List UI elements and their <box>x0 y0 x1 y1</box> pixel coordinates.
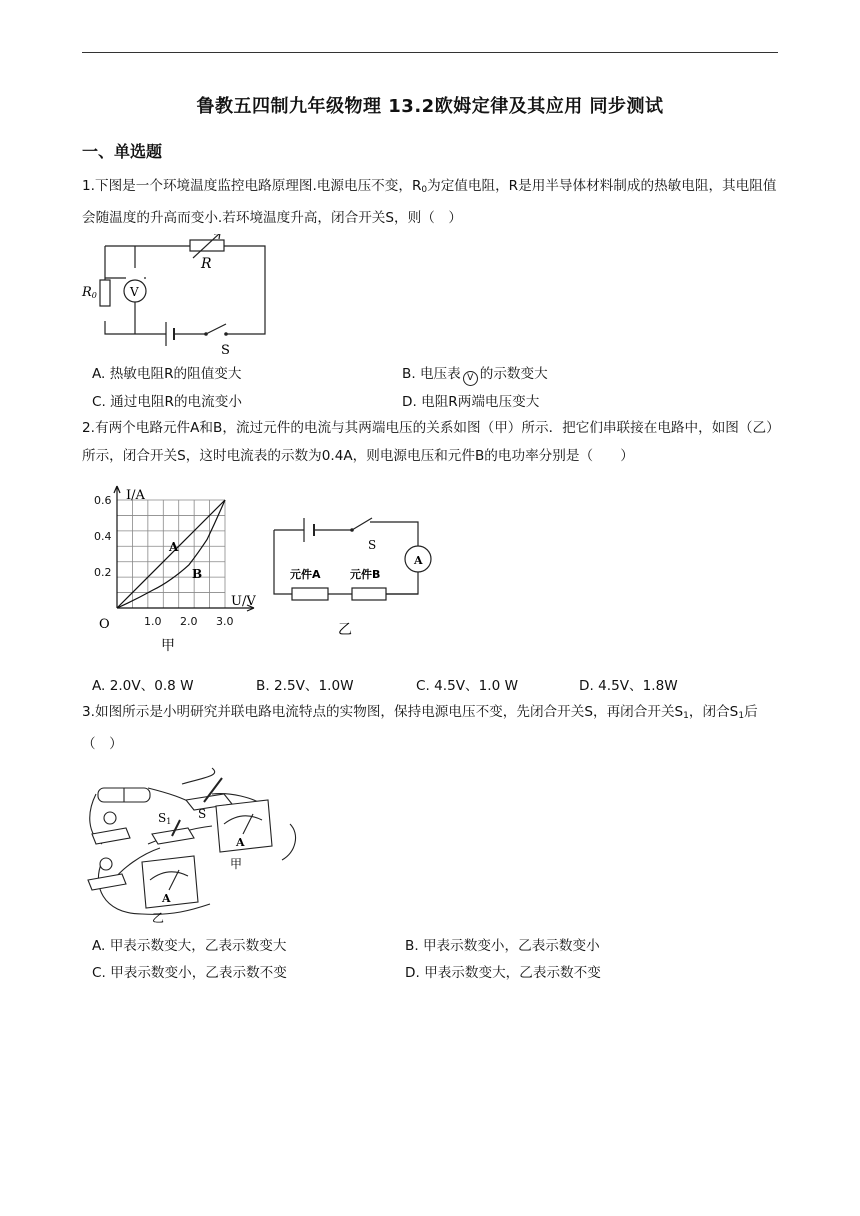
switch-s-label: S <box>368 538 377 552</box>
q2-option-c[interactable]: C. 4.5V、1.0 W <box>416 678 519 694</box>
question-1-text-b: 为定值电阻，R是用半导体材料制成的热敏电阻，其电阻值会随温度的升高而变小.若环境温度升高，闭合开关S，则（ ） <box>82 178 777 226</box>
question-3-text-b: ，闭合S <box>688 704 739 720</box>
switch-blade <box>352 518 372 530</box>
parallel-circuit-photo-diagram <box>82 764 302 926</box>
curve-a-label: A <box>169 540 179 554</box>
graph-caption-jia: 甲 <box>161 638 175 654</box>
question-3-text-a: 3.如图所示是小明研究并联电路电流特点的实物图，保持电源电压不变，先闭合开关S，再闭合开关S <box>82 704 684 720</box>
thermistor-r-label: R <box>201 256 212 272</box>
s1-subscript: 1 <box>738 711 745 721</box>
circuit-caption-yi: 乙 <box>338 622 352 638</box>
page-title: 鲁教五四制九年级物理 13.2欧姆定律及其应用 同步测试 <box>196 96 664 117</box>
ammeter-label: A <box>414 554 423 567</box>
q3-option-c[interactable]: C. 甲表示数变小，乙表示数不变 <box>92 965 287 981</box>
question-1-text-a: 1.下图是一个环境温度监控电路原理图.电源电压不变，R <box>82 178 422 194</box>
section-heading: 一、单选题 <box>82 142 163 161</box>
ammeter-yi-label: A <box>162 892 171 905</box>
bulb-2 <box>100 858 112 870</box>
s1-subscript: 1 <box>683 711 689 721</box>
question-3-stem <box>82 698 782 758</box>
q3-option-d[interactable]: D. 甲表示数变大，乙表示数不变 <box>405 965 601 981</box>
y-tick-label: 0.4 <box>94 530 112 543</box>
element-a-box <box>292 588 328 600</box>
q1-option-b[interactable] <box>402 364 548 386</box>
voltmeter-v-label: V <box>130 285 139 299</box>
q1-option-b-text: B. 电压表 <box>402 366 461 382</box>
question-1-stem <box>82 172 782 232</box>
q2-option-b[interactable]: B. 2.5V、1.0W <box>256 678 354 694</box>
curve-a-line <box>117 500 225 608</box>
y-tick-label: 0.2 <box>94 566 112 579</box>
meter-caption-jia: 甲 <box>230 857 243 871</box>
meter-caption-yi: 乙 <box>152 911 165 925</box>
x-axis-label: U/V <box>231 594 256 609</box>
voltmeter-icon: V <box>463 371 478 386</box>
resistor-r0-symbol <box>100 280 110 306</box>
header-rule <box>82 52 778 53</box>
q1-option-d[interactable]: D. 电阻R两端电压变大 <box>402 394 540 410</box>
x-tick-label: 2.0 <box>180 615 198 628</box>
bulb-2-base <box>88 874 126 890</box>
r0-subscript: 0 <box>421 185 428 195</box>
q2-option-a[interactable]: A. 2.0V、0.8 W <box>92 678 194 694</box>
q1-option-a[interactable]: A. 热敏电阻R的阻值变大 <box>92 366 242 382</box>
question-3-text-c: 后（ ） <box>82 704 758 752</box>
y-axis-label: I/A <box>126 488 145 503</box>
element-b-label: 元件B <box>350 568 381 581</box>
switch-s-label: S <box>198 807 207 821</box>
element-b-box <box>352 588 386 600</box>
bulb-1 <box>104 812 116 824</box>
bulb-1-base <box>92 828 130 844</box>
iu-graph-jia <box>86 478 266 658</box>
question-1-circuit-diagram <box>80 234 280 362</box>
question-2-stem: 2.有两个电路元件A和B，流过元件的电流与其两端电压的关系如图（甲）所示．把它们串联接在电路中，如图（乙）所示，闭合开关S，这时电流表的示数为0.4A，则电源电压和元件B的电功率分别是（ ） <box>82 420 780 464</box>
element-a-label: 元件A <box>290 568 321 581</box>
q2-option-d[interactable]: D. 4.5V、1.8W <box>579 678 678 694</box>
curve-b-label: B <box>192 567 203 581</box>
x-tick-label: 1.0 <box>144 615 162 628</box>
switch-blade <box>206 324 226 334</box>
origin-label: O <box>99 617 110 632</box>
series-circuit-yi <box>268 508 440 638</box>
r0-label: R0 <box>82 285 97 300</box>
q3-option-a[interactable]: A. 甲表示数变大，乙表示数变大 <box>92 938 287 954</box>
circuit-wire <box>274 522 418 594</box>
q1-option-c[interactable]: C. 通过电阻R的电流变小 <box>92 394 242 410</box>
y-tick-label: 0.6 <box>94 494 112 507</box>
q3-option-b[interactable]: B. 甲表示数变小，乙表示数变小 <box>405 938 600 954</box>
ammeter-jia-label: A <box>236 836 245 849</box>
switch-s1-label: S1 <box>158 811 172 826</box>
x-tick-label: 3.0 <box>216 615 234 628</box>
switch-s-label: S <box>221 343 230 358</box>
q1-option-b-text-end: 的示数变大 <box>479 366 548 382</box>
